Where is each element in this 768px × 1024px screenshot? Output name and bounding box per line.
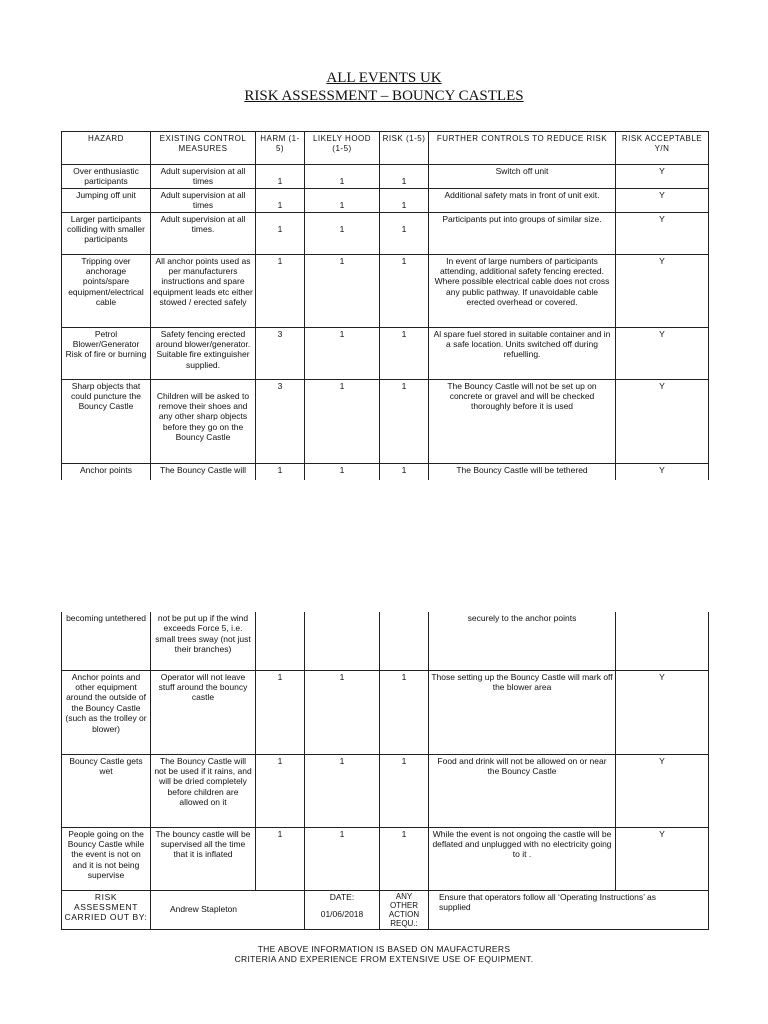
likely-cell: 1 (305, 165, 380, 189)
date-label: DATE: (329, 891, 355, 902)
harm-cell: 1 (256, 165, 305, 189)
hazard-cell: Tripping over anchorage points/spare equipment/electrical cable (62, 254, 151, 327)
document-title: ALL EVENTS UK (326, 70, 442, 86)
header-existing-control-measures: EXISTING CONTROL MEASURES (151, 132, 256, 165)
table-row (62, 327, 709, 379)
hazard-cell: Sharp objects that could puncture the Bouncy Castle (62, 379, 151, 463)
table-header-row (62, 132, 709, 165)
header-risk: RISK (1-5) (380, 132, 429, 165)
harm-cell (256, 612, 305, 670)
risk-cell: 1 (380, 379, 429, 463)
harm-cell: 3 (256, 379, 305, 463)
existing-cell: Children will be asked to remove their shoes and any other sharp objects before they go on the Bouncy Castle (151, 379, 256, 463)
table-row (62, 463, 709, 480)
risk-cell: 1 (380, 212, 429, 254)
likely-cell: 1 (305, 463, 380, 480)
table-footer-row (62, 890, 709, 929)
further-cell: The Bouncy Castle will not be set up on concrete or gravel and will be checked thoroughly before it is used (429, 379, 616, 463)
hazard-cell: Over enthusiastic participants (62, 165, 151, 189)
likely-cell: 1 (305, 827, 380, 890)
existing-cell: The Bouncy Castle will (151, 463, 256, 480)
table-row (62, 188, 709, 212)
further-cell: Those setting up the Bouncy Castle will mark off the blower area (429, 670, 616, 754)
existing-cell: not be put up if the wind exceeds Force 5, i.e. small trees sway (not just their branches) (151, 612, 256, 670)
acceptable-cell: Y (616, 827, 709, 890)
harm-cell: 1 (256, 463, 305, 480)
assessor-name: Andrew Stapleton (151, 890, 305, 929)
likely-cell: 1 (305, 379, 380, 463)
hazard-cell: Petrol Blower/Generator Risk of fire or burning (62, 327, 151, 379)
further-cell: Food and drink will not be allowed on or near the Bouncy Castle (429, 754, 616, 827)
further-cell: Al spare fuel stored in suitable container and in a safe location. Units switched off during refuelling. (429, 327, 616, 379)
existing-cell: Safety fencing erected around blower/generator. Suitable fire extinguisher supplied. (151, 327, 256, 379)
risk-cell: 1 (380, 754, 429, 827)
acceptable-cell: Y (616, 670, 709, 754)
existing-cell: The Bouncy Castle will not be used if it rains, and will be dried completely before children are allowed on it (151, 754, 256, 827)
likely-cell: 1 (305, 670, 380, 754)
acceptable-cell: Y (616, 254, 709, 327)
risk-cell (380, 612, 429, 670)
risk-cell: 1 (380, 327, 429, 379)
acceptable-cell (616, 612, 709, 670)
further-cell: securely to the anchor points (429, 612, 616, 670)
acceptable-cell: Y (616, 188, 709, 212)
other-action-value: Ensure that operators follow all ‘Operating Instructions’ as supplied (429, 890, 709, 929)
table-row (62, 827, 709, 890)
acceptable-cell: Y (616, 212, 709, 254)
further-cell: In event of large numbers of participants attending, additional safety fencing erected. Where possible electrical cable does not cross any public pathway. If unavoidable cable erected overhead or covered. (429, 254, 616, 327)
acceptable-cell: Y (616, 327, 709, 379)
table-row (62, 612, 709, 670)
hazard-cell: People going on the Bouncy Castle while the event is not on and it is not being supervise (62, 827, 151, 890)
risk-cell: 1 (380, 254, 429, 327)
further-cell: Additional safety mats in front of unit exit. (429, 188, 616, 212)
date-cell (305, 890, 380, 929)
harm-cell: 1 (256, 670, 305, 754)
other-action-label: ANY OTHER ACTION REQU.: (380, 890, 429, 929)
harm-cell: 1 (256, 254, 305, 327)
existing-cell: Adult supervision at all times. (151, 212, 256, 254)
risk-cell: 1 (380, 165, 429, 189)
risk-cell: 1 (380, 827, 429, 890)
hazard-cell: Larger participants colliding with smaller participants (62, 212, 151, 254)
acceptable-cell: Y (616, 165, 709, 189)
existing-cell: Adult supervision at all times (151, 188, 256, 212)
acceptable-cell: Y (616, 379, 709, 463)
risk-cell: 1 (380, 463, 429, 480)
document-subtitle: RISK ASSESSMENT – BOUNCY CASTLES (244, 88, 524, 104)
risk-table-lower (61, 612, 709, 930)
likely-cell: 1 (305, 212, 380, 254)
likely-cell: 1 (305, 327, 380, 379)
table-row (62, 212, 709, 254)
footer-note-line1: THE ABOVE INFORMATION IS BASED ON MAUFACTURERS (257, 944, 511, 954)
hazard-cell: Anchor points (62, 463, 151, 480)
likely-cell: 1 (305, 254, 380, 327)
hazard-cell: Jumping off unit (62, 188, 151, 212)
table-row (62, 254, 709, 327)
likely-cell: 1 (305, 754, 380, 827)
hazard-cell: Bouncy Castle gets wet (62, 754, 151, 827)
further-cell: The Bouncy Castle will be tethered (429, 463, 616, 480)
likely-cell (305, 612, 380, 670)
existing-cell: Operator will not leave stuff around the bouncy castle (151, 670, 256, 754)
header-risk-acceptable: RISK ACCEPTABLE Y/N (616, 132, 709, 165)
harm-cell: 3 (256, 327, 305, 379)
risk-table-upper (61, 131, 709, 480)
hazard-cell: Anchor points and other equipment around the outside of the Bouncy Castle (such as the trolley or blower) (62, 670, 151, 754)
acceptable-cell: Y (616, 754, 709, 827)
harm-cell: 1 (256, 827, 305, 890)
risk-cell: 1 (380, 670, 429, 754)
table-row (62, 670, 709, 754)
carried-out-by-label: RISK ASSESSMENT CARRIED OUT BY: (62, 890, 151, 929)
existing-cell: All anchor points used as per manufacturers instructions and spare equipment leads etc either stowed / erected safely (151, 254, 256, 327)
hazard-cell: becoming untethered (62, 612, 151, 670)
existing-cell: Adult supervision at all times (151, 165, 256, 189)
table-row (62, 165, 709, 189)
header-harm: HARM (1-5) (256, 132, 305, 165)
existing-cell: The bouncy castle will be supervised all the time that it is inflated (151, 827, 256, 890)
further-cell: While the event is not ongoing the castle will be deflated and unplugged with no electricity going to it . (429, 827, 616, 890)
likely-cell: 1 (305, 188, 380, 212)
further-cell: Participants put into groups of similar size. (429, 212, 616, 254)
footer-note (0, 944, 768, 964)
harm-cell: 1 (256, 212, 305, 254)
header-likelihood: LIKELY HOOD (1-5) (305, 132, 380, 165)
date-value: 01/06/2018 (320, 908, 364, 919)
acceptable-cell: Y (616, 463, 709, 480)
footer-note-line2: CRITERIA AND EXPERIENCE FROM EXTENSIVE USE OF EQUIPMENT. (234, 954, 534, 964)
further-cell: Switch off unit (429, 165, 616, 189)
header-hazard: HAZARD (62, 132, 151, 165)
risk-cell: 1 (380, 188, 429, 212)
header-further-controls: FURTHER CONTROLS TO REDUCE RISK (429, 132, 616, 165)
harm-cell: 1 (256, 188, 305, 212)
table-row (62, 379, 709, 463)
harm-cell: 1 (256, 754, 305, 827)
table-row (62, 754, 709, 827)
